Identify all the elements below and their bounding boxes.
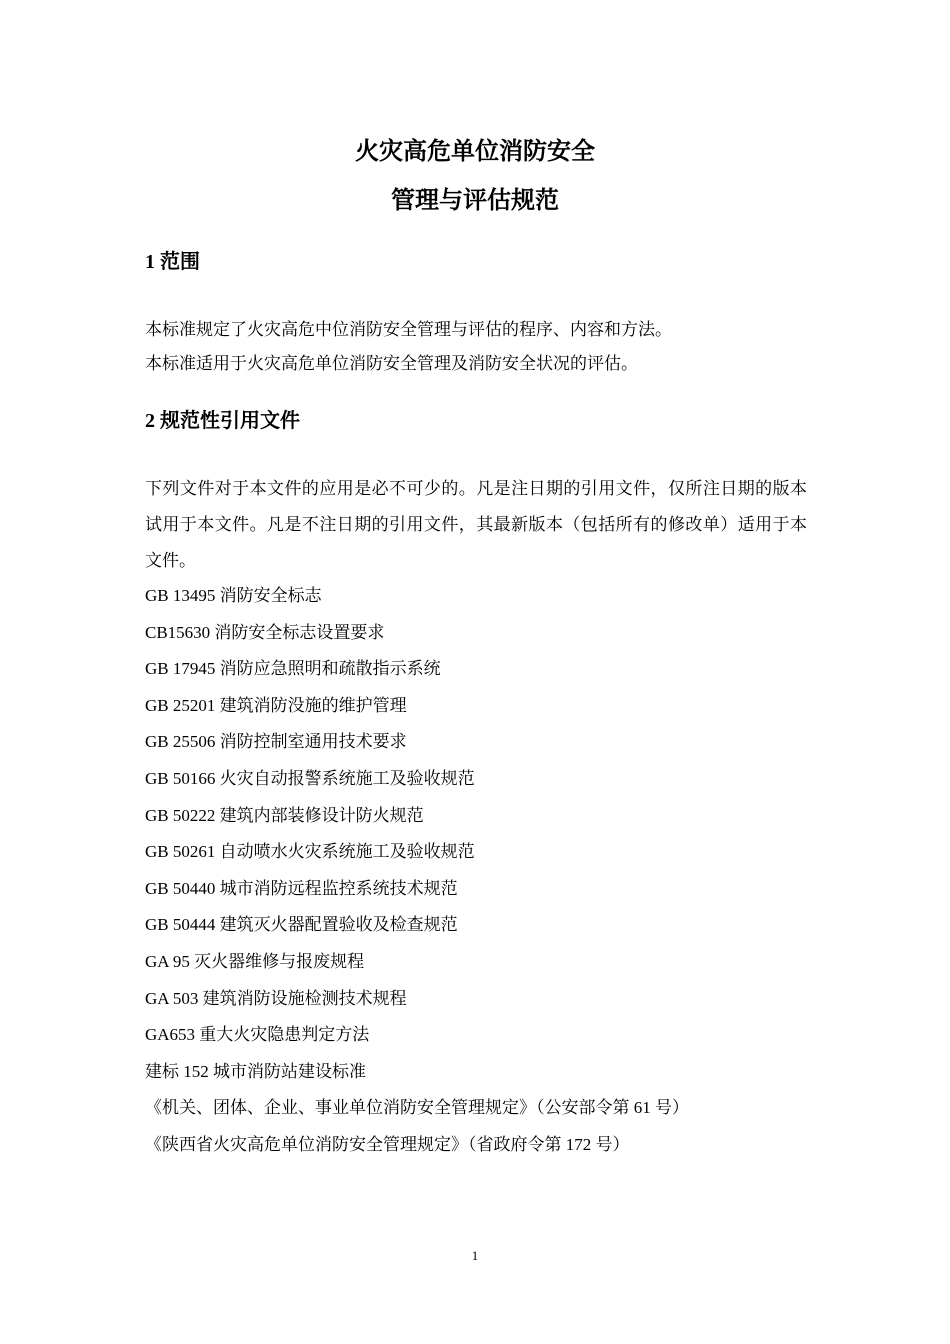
reference-item: 建标 152 城市消防站建设标准 [145, 1061, 366, 1081]
references-intro-paragraph: 下列文件对于本文件的应用是必不可少的。凡是注日期的引用文件，仅所注日期的版本试用于本文件。凡是不注日期的引用文件，其最新版本（包括所有的修改单）适用于本文件。 [145, 479, 807, 570]
reference-item: GA 503 建筑消防设施检测技术规程 [145, 988, 407, 1008]
section-heading-references: 2 规范性引用文件 [145, 410, 300, 432]
reference-item: 《机关、团体、企业、事业单位消防安全管理规定》（公安部令第 61 号） [145, 1098, 689, 1118]
scope-line: 本标准适用于火灾高危单位消防安全管理及消防安全状况的评估。 [145, 354, 638, 373]
page-number: 1 [471, 1248, 479, 1263]
reference-item: CB15630 消防安全标志设置要求 [145, 622, 385, 642]
reference-item: GB 17945 消防应急照明和疏散指示系统 [145, 659, 441, 679]
reference-item: GB 25201 建筑消防没施的维护管理 [145, 695, 407, 715]
reference-item: GB 50444 建筑灭火器配置验收及检查规范 [145, 915, 458, 935]
reference-item: GB 25506 消防控制室通用技术要求 [145, 732, 407, 752]
reference-item: GB 50166 火灾自动报警系统施工及验收规范 [145, 768, 475, 788]
document-title-line-1: 火灾高危单位消防安全 [355, 139, 595, 165]
reference-item: GB 50440 城市消防远程监控系统技术规范 [145, 878, 458, 898]
reference-item: GB 13495 消防安全标志 [145, 586, 322, 605]
reference-item: GA653 重大火灾隐患判定方法 [145, 1025, 370, 1045]
reference-item: 《陕西省火灾高危单位消防安全管理规定》（省政府令第 172 号） [145, 1134, 630, 1154]
reference-item: GB 50222 建筑内部装修设计防火规范 [145, 805, 424, 825]
reference-list [145, 578, 689, 1164]
section-heading-scope: 1 范围 [145, 251, 200, 273]
document-title-line-2: 管理与评估规范 [391, 188, 559, 214]
reference-item: GB 50261 自动喷水火灾系统施工及验收规范 [145, 842, 475, 862]
scope-line: 本标准规定了火灾高危中位消防安全管理与评估的程序、内容和方法。 [145, 320, 672, 339]
reference-item: GA 95 灭火器维修与报废规程 [145, 951, 365, 971]
scope-paragraph [145, 313, 807, 381]
